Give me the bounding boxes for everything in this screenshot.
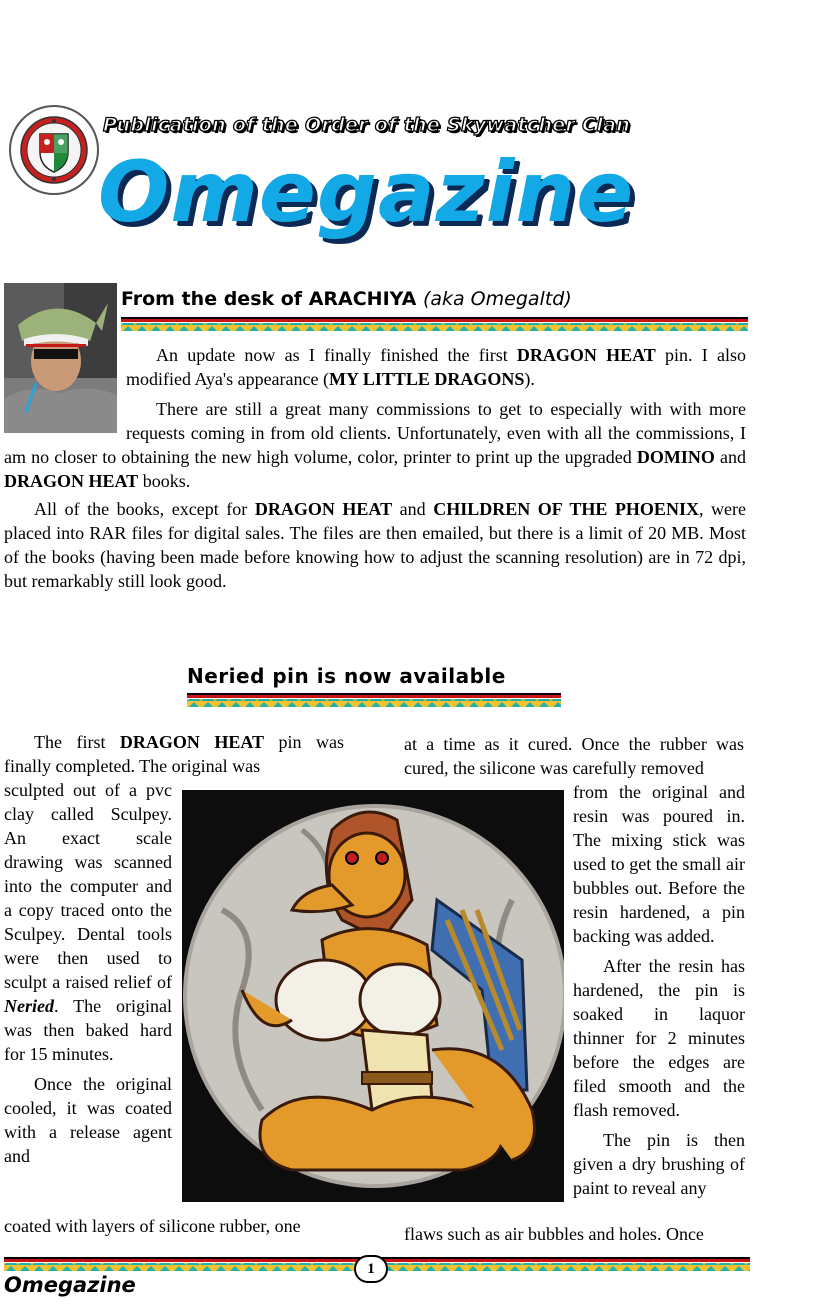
decorative-border-2 — [187, 693, 561, 707]
page-number: 1 — [354, 1255, 388, 1283]
neried-pin-photo — [182, 790, 564, 1202]
footer-publication-name: Omegazine — [4, 1273, 136, 1297]
neried-left-intro: The first DRAGON HEAT pin was finally completed. The original was — [4, 732, 344, 776]
clan-seal-logo — [8, 104, 100, 196]
neried-right-wrap: from the original and resin was poured in. The mixing stick was used to get the small air bubbles out. Before the resin hardened, a pin backing was added. After the resin has hardened, the pin is soaked in laquor thinner for 2 minutes before the edges are filed smooth and the flash removed. The pin is then given a dry brushing of paint to reveal any — [573, 782, 745, 1198]
section-heading-desk: From the desk of ARACHIYA (aka Omegaltd) — [121, 288, 572, 310]
neried-left-bottom: coated with layers of silicone rubber, one — [4, 1216, 301, 1236]
author-alias: (aka Omegaltd) — [422, 288, 572, 310]
section-heading-neried: Neried pin is now available — [187, 664, 506, 688]
desk-paragraph-1: An update now as I finally finished the first DRAGON HEAT pin. I also modified Aya's appearance (MY LITTLE DRAGONS). — [126, 345, 746, 389]
decorative-border — [121, 317, 748, 331]
author-name: ARACHIYA — [308, 288, 417, 310]
desk-paragraph-2-3: There are still a great many commissions to get to especially with with more requests coming in from old clients. Unfortunately, even with all the commissions, I am no closer to obtaining the new high volume, color, printer to print up the upgraded DOMINO and DRAGON HEAT books. — [4, 399, 746, 491]
desk-paragraph-3: All of the books, except for DRAGON HEAT and CHILDREN OF THE PHOENIX, were placed into RAR files for digital sales. The files are then emailed, but there is a limit of 20 MB. Most of the books (having been made before knowing how to adjust the scanning resolution) are in 72 dpi, but remarkably still look good. — [4, 499, 746, 591]
neried-right-bottom: flaws such as air bubbles and holes. Once — [404, 1224, 704, 1244]
masthead-title: Omegazine — [98, 143, 635, 241]
publication-tagline: Publication of the Order of the Skywatcher Clan — [103, 114, 631, 136]
neried-right-intro: at a time as it cured. Once the rubber was cured, the silicone was carefully removed — [404, 734, 744, 778]
neried-left-wrap: sculpted out of a pvc clay called Sculpey. An exact scale drawing was scanned into the computer and a copy traced onto the Sculpey. Dental tools were then used to sculpt a raised relief of Neried. The original was then baked hard for 15 minutes. Once the original cooled, it was coated with a release agent and — [4, 780, 172, 1166]
